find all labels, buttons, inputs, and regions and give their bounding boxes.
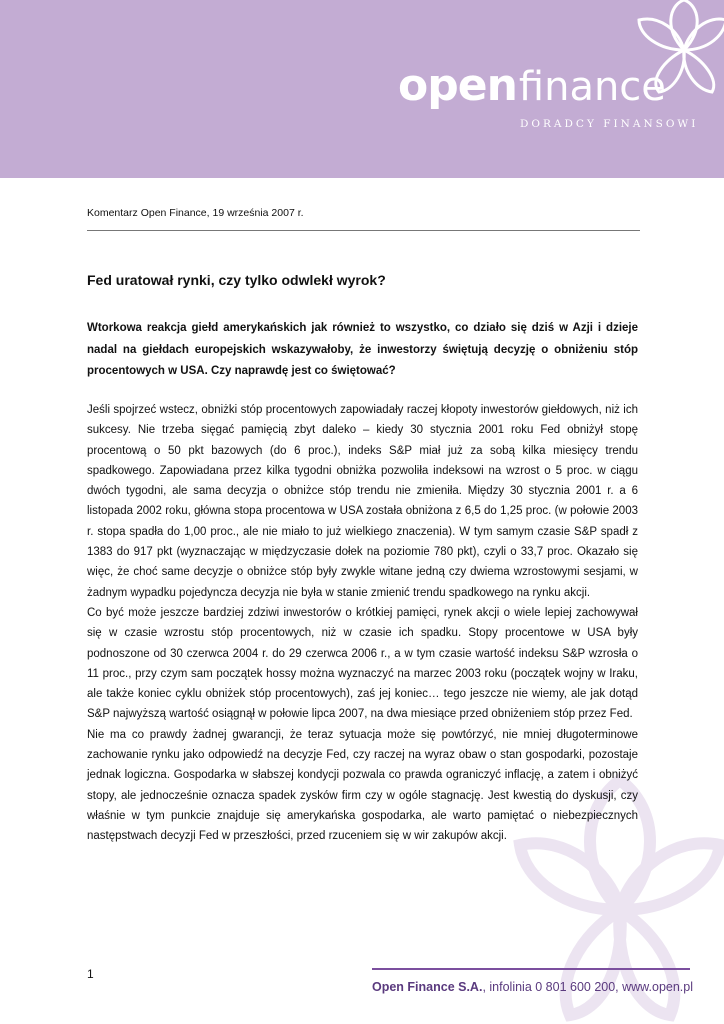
footer-divider [372, 968, 690, 970]
footer-contact-info: , infolinia 0 801 600 200, www.open.pl [482, 980, 694, 994]
brand-finance: finance [518, 64, 666, 110]
comment-dateline: Komentarz Open Finance, 19 września 2007 r. [87, 207, 640, 231]
header-banner [0, 0, 724, 178]
footer-contact [372, 980, 693, 994]
article-body [87, 400, 638, 847]
body-paragraph-1: Jeśli spojrzeć wstecz, obniżki stóp procentowych zapowiadały raczej kłopoty inwestorów giełdowych, niż ich sukcesy. Nie trzeba sięgać pamięcią zbyt daleko – kiedy 30 stycznia 2001 roku Fed obniżył stopę procentową o 50 pkt bazowych (do 6 proc.), indeks S&P miał już za sobą kilka miesięcy trendu spadkowego. Zapowiadana przez kilka tygodni obniżka pozwoliła indeksowi na wzrost o 5 proc. w ciągu dwóch tygodni, ale sama decyzja o obniżce stóp trendu nie zmieniła. Między 30 stycznia 2001 r. a 6 listopada 2002 roku, główna stopa procentowa w USA została obniżona z 6,5 do 1,25 proc. (w połowie 2003 r. stopa spadła do 1,00 proc., ale nie miało to już wielkiego znaczenia). W tym samym czasie S&P spadł z 1383 do 917 pkt (wyznaczając w międzyczasie dołek na poziomie 780 pkt), czyli o 33,7 proc. Okazało się więc, że choć same decyzje o obniżce stóp były zwykle witane jedną czy dwiema wzrostowymi sesjami, w żadnym wypadku pojedyncza decyzja nie była w stanie zmienić trendu spadkowego na rynku akcji. [87, 404, 638, 599]
page-number: 1 [87, 967, 94, 981]
brand-wordmark [398, 60, 666, 111]
body-paragraph-2: Co być może jeszcze bardziej zdziwi inwestorów o krótkiej pamięci, rynek akcji o wiele lepiej zachowywał się w czasie wzrostu stóp procentowych, niż w czasie ich spadku. Stopy procentowe w USA były podnoszone od 30 czerwca 2004 r. do 29 czerwca 2006 r., a w tym czasie wartość indeksu S&P wzrosła o 11 proc., przy czym sam początek hossy można wyznaczyć na marzec 2003 roku (początek wojny w Iraku, ale także koniec cyklu obniżek stóp procentowych), zaś jej koniec… tego jeszcze nie wiemy, ale jak dotąd S&P najwyższą wartość osiągnął w połowie lipca 2007, na dwa miesiące przed obniżeniem stóp przez Fed. [87, 606, 638, 721]
brand-tagline: DORADCY FINANSOWI [520, 118, 699, 130]
body-paragraph-3: Nie ma co prawdy żadnej gwarancji, że teraz sytuacja może się powtórzyć, nie mniej długoterminowe zachowanie rynku jako odpowiedź na decyzje Fed, czy raczej na wyraz obaw o stan gospodarki, pozostaje jednak logiczna. Gospodarka w słabszej kondycji pozwala co prawda ograniczyć inflację, a zatem i obniżyć stopy, ale jednocześnie oznacza spadek zysków firm czy w ogóle stagnację. Jest kwestią do dyskusji, czy właśnie w tym punkcie znajduje się amerykańska gospodarka, ale warto pamiętać o niebezpiecznych następstwach decyzji Fed w przeszłości, przed rzuceniem się w wir zakupów akcji. [87, 728, 638, 843]
article-title: Fed uratował rynki, czy tylko odwlekł wyrok? [87, 272, 386, 288]
article-lead: Wtorkowa reakcja giełd amerykańskich jak również to wszystko, co działo się dziś w Azji i dzieje nadal na giełdach europejskich wskazywałoby, że inwestorzy świętują decyzję o obniżeniu stóp procentowych w USA. Czy naprawdę jest co świętować? [87, 322, 638, 377]
brand-open: open [398, 60, 517, 111]
footer-company: Open Finance S.A. [372, 980, 483, 994]
